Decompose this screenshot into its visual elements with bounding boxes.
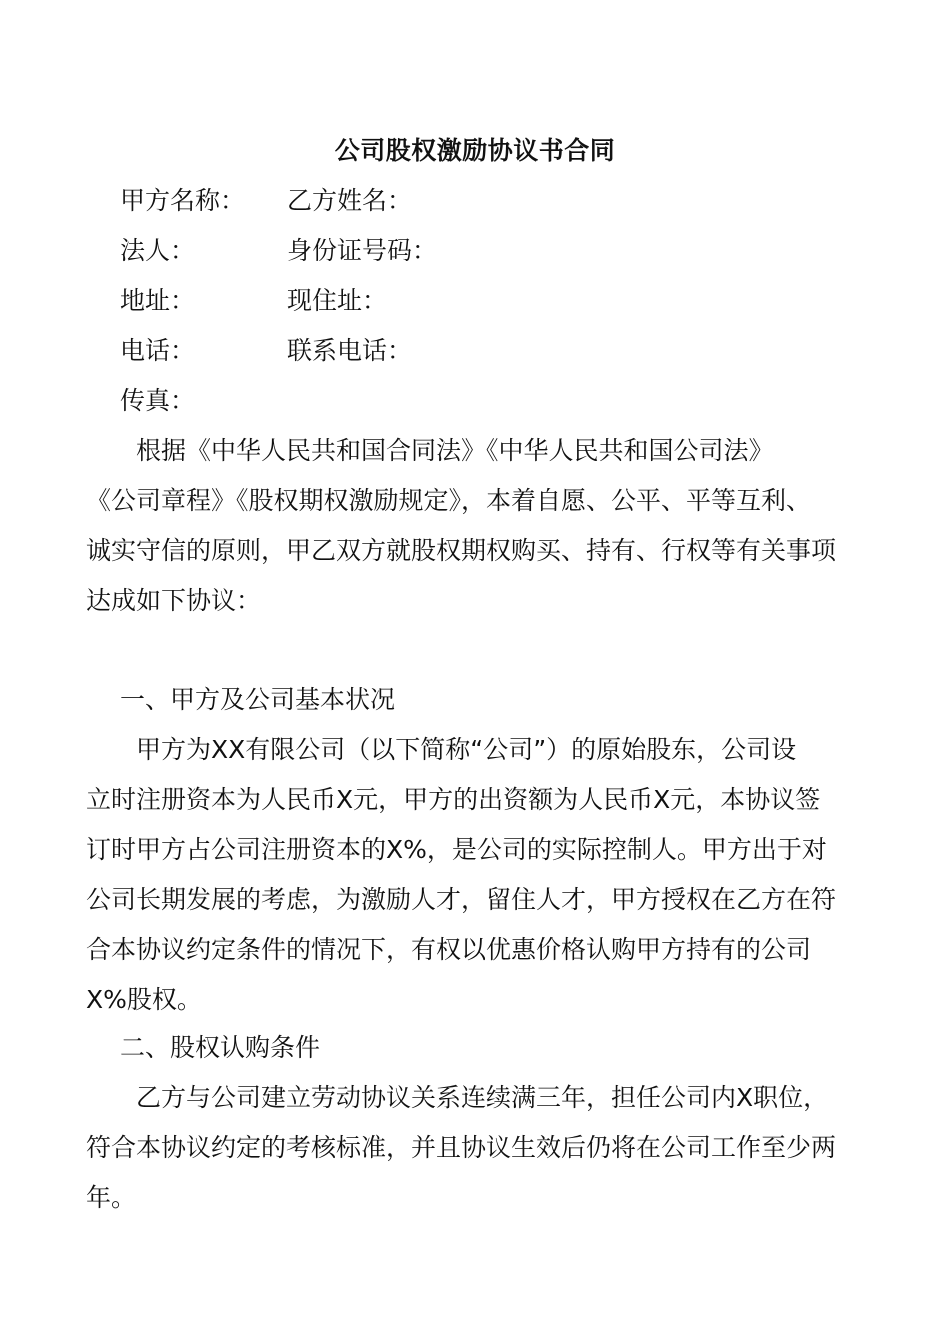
- party-row: [120, 326, 820, 376]
- party-row: [120, 276, 820, 326]
- paragraph-line: 达成如下协议：: [86, 586, 262, 615]
- paragraph-line: 诚实守信的原则，甲乙双方就股权期权购买、持有、行权等有关事项: [86, 536, 837, 565]
- party-b-id-number-label: 身份证号码：: [287, 236, 438, 265]
- party-a-address-label: 地址：: [120, 286, 196, 315]
- party-b-address-label: 现住址：: [287, 286, 388, 315]
- paragraph-line: 《公司章程》《股权期权激励规定》，本着自愿、公平、平等互利、: [86, 486, 812, 515]
- party-row: [120, 226, 820, 276]
- paragraph-line: 年。: [86, 1183, 137, 1212]
- party-a-phone-label: 电话：: [120, 336, 196, 365]
- section2-paragraph: [86, 1073, 876, 1223]
- party-info-block: [120, 176, 820, 426]
- section1-paragraph: [86, 725, 876, 1025]
- paragraph-line: 合本协议约定条件的情况下，有权以优惠价格认购甲方持有的公司: [86, 935, 812, 964]
- party-b-name-label: 乙方姓名：: [287, 186, 413, 215]
- party-a-legal-person-label: 法人：: [120, 236, 196, 265]
- party-b-phone-label: 联系电话：: [287, 336, 413, 365]
- preamble-paragraph: [86, 426, 876, 626]
- section-heading: 二、股权认购条件: [120, 1033, 321, 1062]
- paragraph-line: 公司长期发展的考虑，为激励人才，留住人才，甲方授权在乙方在符: [86, 885, 837, 914]
- paragraph-line: 甲方为XX有限公司（以下简称“公司”）的原始股东，公司设: [86, 735, 797, 764]
- document-title: 公司股权激励协议书合同: [334, 136, 616, 165]
- section-heading: 一、甲方及公司基本状况: [120, 685, 396, 714]
- paragraph-line: 订时甲方占公司注册资本的X%，是公司的实际控制人。甲方出于对: [86, 835, 827, 864]
- party-a-name-label: 甲方名称：: [120, 186, 246, 215]
- paragraph-line: X%股权。: [86, 985, 202, 1014]
- paragraph-line: 立时注册资本为人民币X元，甲方的出资额为人民币X元，本协议签: [86, 785, 821, 814]
- party-a-fax-label: 传真：: [120, 386, 196, 415]
- party-row: [120, 376, 820, 426]
- paragraph-line: 符合本协议约定的考核标准，并且协议生效后仍将在公司工作至少两: [86, 1133, 837, 1162]
- paragraph-line: 根据《中华人民共和国合同法》《中华人民共和国公司法》: [86, 436, 774, 465]
- paragraph-line: 乙方与公司建立劳动协议关系连续满三年，担任公司内X职位，: [86, 1083, 829, 1112]
- party-row: [120, 176, 820, 226]
